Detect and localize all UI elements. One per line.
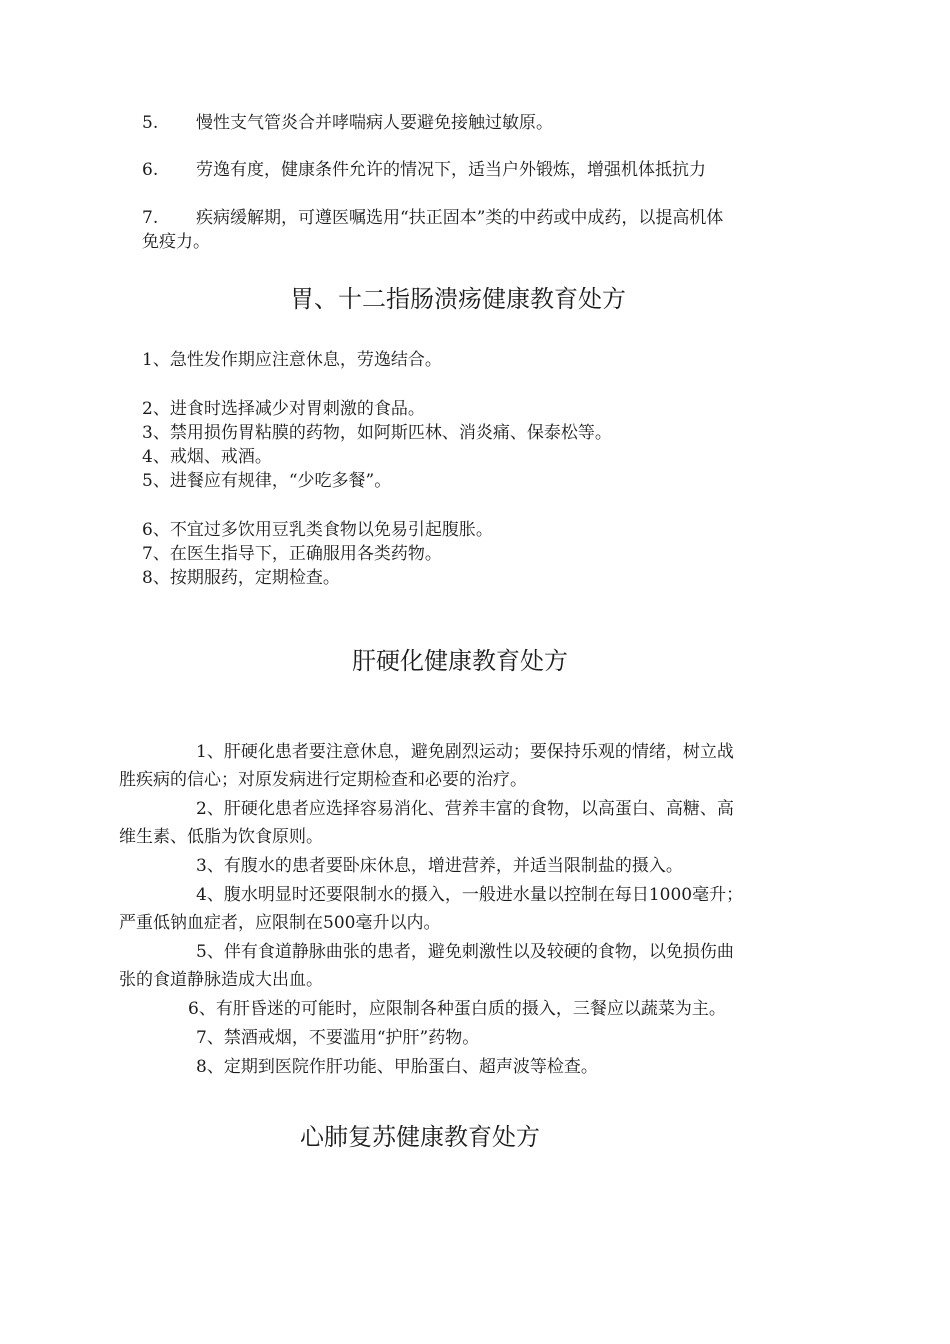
item-text: 劳逸有度，健康条件允许的情况下，适当户外锻炼，增强机体抵抗力 — [196, 160, 706, 180]
list-item: 7、在医生指导下，正确服用各类药物。 — [142, 544, 442, 564]
item-text: 疾病缓解期，可遵医嘱选用“扶正固本”类的中药或中成药，以提高机体 — [196, 208, 724, 228]
paragraph-line: 7、禁酒戒烟，不要滥用“护肝”药物。 — [196, 1028, 480, 1048]
paragraph-line: 维生素、低脂为饮食原则。 — [119, 827, 323, 847]
item-number: 5. — [142, 113, 159, 133]
section-title-cirrhosis: 肝硬化健康教育处方 — [352, 647, 568, 675]
list-item: 3、禁用损伤胃粘膜的药物，如阿斯匹林、消炎痛、保泰松等。 — [142, 423, 612, 443]
paragraph-line: 5、伴有食道静脉曲张的患者，避免刺激性以及较硬的食物，以免损伤曲 — [196, 942, 734, 962]
item-text: 慢性支气管炎合并哮喘病人要避免接触过敏原。 — [196, 113, 553, 133]
paragraph-line: 严重低钠血症者，应限制在500毫升以内。 — [119, 913, 441, 933]
paragraph-line: 2、肝硬化患者应选择容易消化、营养丰富的食物，以高蛋白、高糖、高 — [196, 799, 734, 819]
paragraph-line: 8、定期到医院作肝功能、甲胎蛋白、超声波等检查。 — [196, 1057, 598, 1077]
continued-item-7 — [142, 206, 723, 230]
paragraph-line: 胜疾病的信心；对原发病进行定期检查和必要的治疗。 — [119, 770, 527, 790]
continued-item-5 — [142, 111, 553, 135]
list-item: 6、不宜过多饮用豆乳类食物以免易引起腹胀。 — [142, 520, 493, 540]
paragraph-line: 1、肝硬化患者要注意休息，避免剧烈运动；要保持乐观的情绪，树立战 — [196, 742, 734, 762]
list-item: 1、急性发作期应注意休息，劳逸结合。 — [142, 350, 442, 370]
section-title-ulcer: 胃、十二指肠溃疡健康教育处方 — [290, 285, 626, 313]
list-item: 4、戒烟、戒酒。 — [142, 447, 272, 467]
list-item: 5、进餐应有规律，“少吃多餐”。 — [142, 471, 392, 491]
paragraph-line: 4、腹水明显时还要限制水的摄入，一般进水量以控制在每日1000毫升； — [196, 885, 744, 905]
list-item: 8、按期服药，定期检查。 — [142, 568, 340, 588]
continued-item-6 — [142, 158, 706, 182]
list-item: 2、进食时选择减少对胃刺激的食品。 — [142, 399, 425, 419]
paragraph-line: 张的食道静脉造成大出血。 — [119, 970, 323, 990]
item-number: 6. — [142, 160, 159, 180]
section-title-cpr: 心肺复苏健康教育处方 — [300, 1123, 540, 1151]
paragraph-line: 3、有腹水的患者要卧床休息，增进营养，并适当限制盐的摄入。 — [196, 856, 683, 876]
continued-item-7-cont: 免疫力。 — [142, 232, 210, 252]
paragraph-line: 6、有肝昏迷的可能时，应限制各种蛋白质的摄入，三餐应以蔬菜为主。 — [188, 999, 726, 1019]
item-number: 7. — [142, 208, 159, 228]
